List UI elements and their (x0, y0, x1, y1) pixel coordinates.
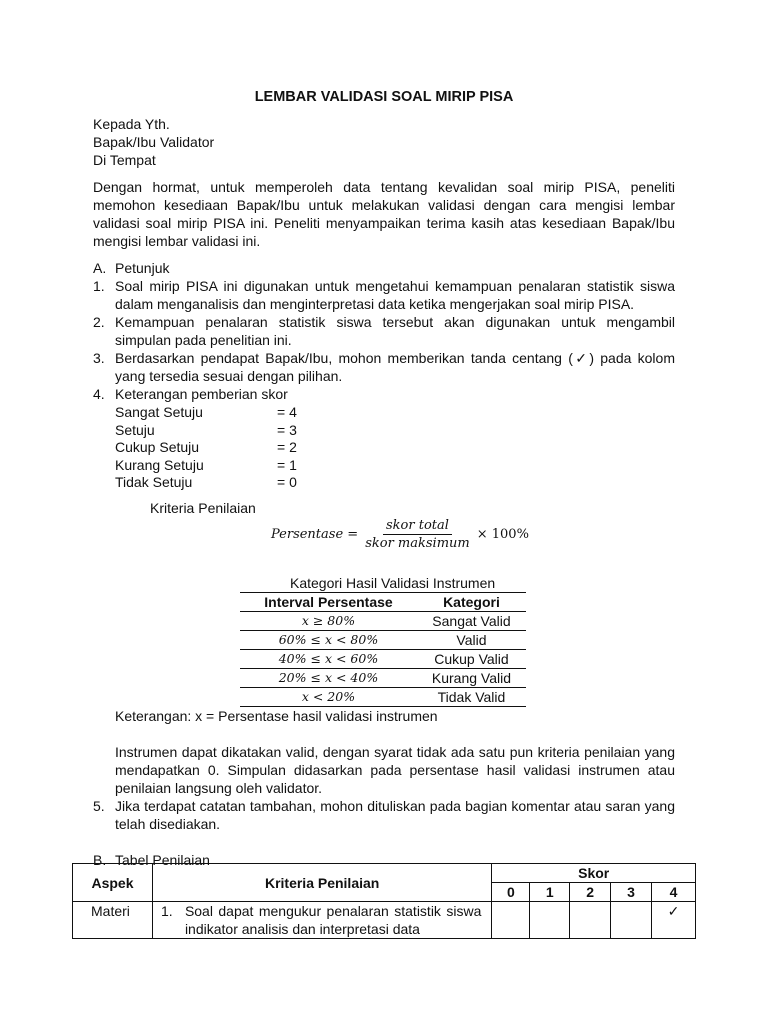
instruction-number: 4. (93, 386, 105, 402)
score-row (115, 473, 675, 491)
score-cell-1[interactable] (530, 902, 570, 939)
category-cell: Kurang Valid (417, 668, 526, 687)
address-line: Di Tempat (93, 152, 156, 168)
instruction-text: Berdasarkan pendapat Bapak/Ibu, mohon memberikan tanda centang (✓) pada kolom yang tersedia sesuai dengan pilihan. (115, 350, 675, 384)
formula-fraction (362, 518, 473, 552)
score-row (115, 438, 675, 456)
kriteria-text: Soal dapat mengukur penalaran statistik siswa indikator analisis dan interpretasi data (184, 903, 482, 937)
score-column-header: 2 (570, 883, 611, 902)
skor-header: Skor (492, 864, 696, 883)
instruction-number: 3. (93, 350, 105, 366)
score-column-header: 4 (652, 883, 696, 902)
category-cell: Sangat Valid (417, 611, 526, 630)
keterangan-note: Keterangan: x = Persentase hasil validasi instrumen (115, 707, 438, 724)
score-row (115, 403, 675, 421)
assessment-header-row (73, 864, 696, 883)
score-column-header: 3 (611, 883, 652, 902)
interval-header: Interval Persentase (240, 592, 417, 611)
formula-numerator: skor total (383, 518, 452, 535)
category-cell: Cukup Valid (417, 649, 526, 668)
interval-cell: x ≥ 80% (240, 611, 417, 630)
score-cell-0[interactable] (492, 902, 530, 939)
category-cell: Tidak Valid (417, 687, 526, 706)
instruction-text: Kemampuan penalaran statistik siswa tersebut akan digunakan untuk mengambil simpulan pada penelitian ini. (115, 314, 675, 348)
formula-rhs: × 100% (476, 526, 529, 542)
section-label: Petunjuk (115, 260, 170, 276)
score-cell-2[interactable] (570, 902, 611, 939)
assessment-table (72, 863, 696, 939)
score-value: = 4 (277, 404, 297, 420)
interval-cell: 20% ≤ x < 40% (240, 668, 417, 687)
category-row (240, 687, 526, 706)
kriteria-cell (152, 902, 491, 939)
category-table-caption: Kategori Hasil Validasi Instrumen (290, 574, 496, 591)
score-value: = 2 (277, 439, 297, 455)
instruction-item (93, 797, 675, 833)
category-header-row (240, 592, 526, 611)
validity-paragraph: Instrumen dapat dikatakan valid, dengan syarat tidak ada satu pun kriteria penilaian yang mendapatkan 0. Simpulan didasarkan pada persentase hasil validasi instrumen atau penilaian langsung oleh validator. (115, 743, 675, 796)
category-row (240, 630, 526, 649)
interval-cell: 40% ≤ x < 60% (240, 649, 417, 668)
score-row (115, 421, 675, 439)
percentage-formula (271, 518, 675, 552)
section-marker: B. (93, 851, 107, 868)
aspek-header: Aspek (73, 864, 153, 902)
interval-cell: 60% ≤ x < 80% (240, 630, 417, 649)
category-row (240, 668, 526, 687)
formula-denominator: skor maksimum (365, 535, 470, 551)
score-label: Setuju (115, 421, 155, 438)
kriteria-label: Kriteria Penilaian (150, 499, 256, 516)
instruction-item (93, 277, 675, 313)
score-row (115, 456, 675, 474)
score-column-header: 1 (530, 883, 570, 902)
document-page (93, 88, 675, 869)
score-value: = 3 (277, 421, 297, 438)
score-label: Cukup Setuju (115, 439, 200, 455)
score-cell-4[interactable] (652, 902, 696, 939)
score-column-header: 0 (492, 883, 530, 902)
category-cell: Valid (417, 630, 526, 649)
instruction-number: 1. (93, 278, 105, 294)
address-line: Bapak/Ibu Validator (93, 134, 215, 150)
interval-cell: x < 20% (240, 687, 417, 706)
category-header: Kategori (417, 592, 526, 611)
formula-lhs: Persentase = (271, 526, 359, 542)
score-label: Sangat Setuju (115, 404, 203, 420)
aspek-cell: Materi (73, 902, 153, 939)
category-row (240, 649, 526, 668)
table-row (73, 902, 696, 939)
section-marker: A. (93, 260, 107, 276)
section-a-heading (93, 259, 675, 277)
address-block (93, 115, 675, 169)
score-label: Kurang Setuju (115, 456, 204, 473)
instruction-text: Soal mirip PISA ini digunakan untuk mengetahui kemampuan penalaran statistik siswa dalam menganalisis dan menginterpretasi data ketika mengerjakan soal mirip PISA. (115, 278, 675, 312)
score-value: = 0 (277, 474, 297, 490)
kriteria-number: 1. (160, 903, 173, 919)
check-mark-icon: ✓ (667, 903, 680, 919)
instruction-item (93, 313, 675, 349)
category-table (240, 592, 526, 707)
score-cell-3[interactable] (611, 902, 652, 939)
section-label: Tabel Penilaian (115, 851, 210, 868)
category-row (240, 611, 526, 630)
intro-paragraph: Dengan hormat, untuk memperoleh data tentang kevalidan soal mirip PISA, peneliti memohon kesediaan Bapak/Ibu untuk melakukan validasi dengan cara mengisi lembar validasi soal mirip PISA ini. Peneliti menyampaikan terima kasih atas kesediaan Bapak/Ibu mengisi lembar validasi ini. (93, 179, 675, 249)
score-label: Tidak Setuju (115, 474, 193, 490)
score-legend (115, 403, 675, 491)
page-title: LEMBAR VALIDASI SOAL MIRIP PISA (254, 89, 514, 105)
address-line: Kepada Yth. (93, 116, 170, 132)
instruction-item (93, 385, 675, 403)
kriteria-header: Kriteria Penilaian (152, 864, 491, 902)
score-value: = 1 (277, 456, 297, 473)
instruction-text: Keterangan pemberian skor (115, 386, 288, 402)
instruction-item (93, 349, 675, 385)
instruction-text: Jika terdapat catatan tambahan, mohon dituliskan pada bagian komentar atau saran yang telah disediakan. (115, 797, 675, 832)
instruction-number: 2. (93, 314, 105, 330)
instruction-number: 5. (93, 797, 105, 814)
